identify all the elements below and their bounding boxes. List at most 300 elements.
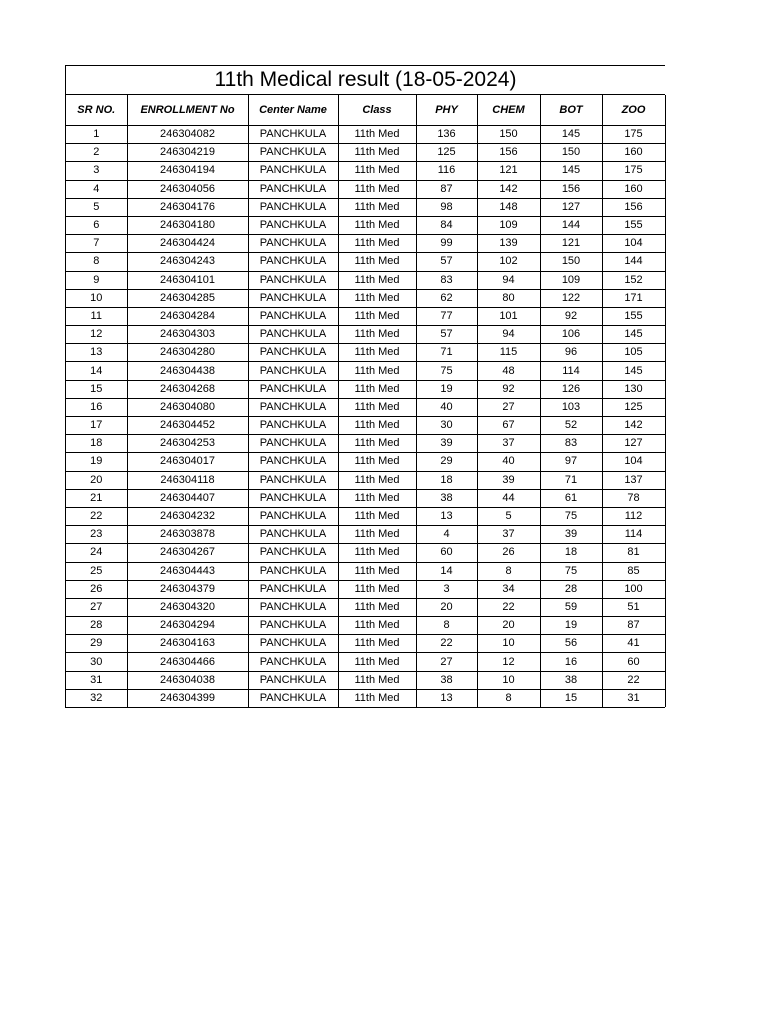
- bot-cell: 144: [540, 216, 602, 234]
- enrollment-no-cell: 246304267: [127, 544, 248, 562]
- header-center-name: Center Name: [248, 95, 338, 126]
- table-row: [66, 180, 665, 198]
- table-row: [66, 671, 665, 689]
- bot-cell: 150: [540, 144, 602, 162]
- center-name-cell: PANCHKULA: [248, 344, 338, 362]
- center-name-cell: PANCHKULA: [248, 253, 338, 271]
- center-name-cell: PANCHKULA: [248, 635, 338, 653]
- class-cell: 11th Med: [338, 544, 416, 562]
- chem-cell: 109: [477, 216, 540, 234]
- enrollment-no-cell: 246304082: [127, 126, 248, 144]
- enrollment-no-cell: 246304285: [127, 289, 248, 307]
- zoo-cell: 127: [602, 435, 665, 453]
- phy-cell: 30: [416, 417, 477, 435]
- phy-cell: 60: [416, 544, 477, 562]
- class-cell: 11th Med: [338, 198, 416, 216]
- class-cell: 11th Med: [338, 671, 416, 689]
- enrollment-no-cell: 246304017: [127, 453, 248, 471]
- phy-cell: 84: [416, 216, 477, 234]
- table-row: [66, 344, 665, 362]
- header-class: Class: [338, 95, 416, 126]
- table-row: [66, 617, 665, 635]
- sr-no-cell: 23: [66, 526, 127, 544]
- enrollment-no-cell: 246304284: [127, 307, 248, 325]
- phy-cell: 57: [416, 326, 477, 344]
- table-row: [66, 380, 665, 398]
- sr-no-cell: 6: [66, 216, 127, 234]
- sr-no-cell: 4: [66, 180, 127, 198]
- class-cell: 11th Med: [338, 435, 416, 453]
- zoo-cell: 155: [602, 216, 665, 234]
- bot-cell: 61: [540, 489, 602, 507]
- enrollment-no-cell: 246304320: [127, 598, 248, 616]
- center-name-cell: PANCHKULA: [248, 617, 338, 635]
- sr-no-cell: 14: [66, 362, 127, 380]
- class-cell: 11th Med: [338, 326, 416, 344]
- class-cell: 11th Med: [338, 635, 416, 653]
- enrollment-no-cell: 246304080: [127, 398, 248, 416]
- table-row: [66, 307, 665, 325]
- class-cell: 11th Med: [338, 526, 416, 544]
- bot-cell: 109: [540, 271, 602, 289]
- zoo-cell: 60: [602, 653, 665, 671]
- class-cell: 11th Med: [338, 344, 416, 362]
- table-row: [66, 471, 665, 489]
- chem-cell: 37: [477, 435, 540, 453]
- bot-cell: 156: [540, 180, 602, 198]
- enrollment-no-cell: 246303878: [127, 526, 248, 544]
- chem-cell: 102: [477, 253, 540, 271]
- center-name-cell: PANCHKULA: [248, 671, 338, 689]
- table-row: [66, 162, 665, 180]
- phy-cell: 99: [416, 235, 477, 253]
- zoo-cell: 171: [602, 289, 665, 307]
- enrollment-no-cell: 246304180: [127, 216, 248, 234]
- center-name-cell: PANCHKULA: [248, 144, 338, 162]
- class-cell: 11th Med: [338, 144, 416, 162]
- phy-cell: 27: [416, 653, 477, 671]
- center-name-cell: PANCHKULA: [248, 180, 338, 198]
- bot-cell: 39: [540, 526, 602, 544]
- bot-cell: 18: [540, 544, 602, 562]
- chem-cell: 8: [477, 689, 540, 707]
- phy-cell: 18: [416, 471, 477, 489]
- chem-cell: 34: [477, 580, 540, 598]
- class-cell: 11th Med: [338, 235, 416, 253]
- bot-cell: 75: [540, 562, 602, 580]
- center-name-cell: PANCHKULA: [248, 489, 338, 507]
- zoo-cell: 175: [602, 126, 665, 144]
- center-name-cell: PANCHKULA: [248, 689, 338, 707]
- table-row: [66, 562, 665, 580]
- class-cell: 11th Med: [338, 180, 416, 198]
- bot-cell: 92: [540, 307, 602, 325]
- phy-cell: 14: [416, 562, 477, 580]
- class-cell: 11th Med: [338, 471, 416, 489]
- zoo-cell: 104: [602, 453, 665, 471]
- table-row: [66, 507, 665, 525]
- phy-cell: 19: [416, 380, 477, 398]
- class-cell: 11th Med: [338, 489, 416, 507]
- phy-cell: 57: [416, 253, 477, 271]
- zoo-cell: 22: [602, 671, 665, 689]
- table-row: [66, 144, 665, 162]
- phy-cell: 87: [416, 180, 477, 198]
- sr-no-cell: 31: [66, 671, 127, 689]
- class-cell: 11th Med: [338, 453, 416, 471]
- sr-no-cell: 22: [66, 507, 127, 525]
- enrollment-no-cell: 246304443: [127, 562, 248, 580]
- bot-cell: 121: [540, 235, 602, 253]
- chem-cell: 20: [477, 617, 540, 635]
- zoo-cell: 156: [602, 198, 665, 216]
- bot-cell: 75: [540, 507, 602, 525]
- class-cell: 11th Med: [338, 162, 416, 180]
- sr-no-cell: 16: [66, 398, 127, 416]
- zoo-cell: 145: [602, 362, 665, 380]
- sr-no-cell: 25: [66, 562, 127, 580]
- sr-no-cell: 11: [66, 307, 127, 325]
- center-name-cell: PANCHKULA: [248, 471, 338, 489]
- center-name-cell: PANCHKULA: [248, 162, 338, 180]
- bot-cell: 28: [540, 580, 602, 598]
- class-cell: 11th Med: [338, 617, 416, 635]
- bot-cell: 150: [540, 253, 602, 271]
- enrollment-no-cell: 246304194: [127, 162, 248, 180]
- zoo-cell: 41: [602, 635, 665, 653]
- phy-cell: 116: [416, 162, 477, 180]
- table-row: [66, 398, 665, 416]
- chem-cell: 5: [477, 507, 540, 525]
- class-cell: 11th Med: [338, 598, 416, 616]
- sr-no-cell: 2: [66, 144, 127, 162]
- enrollment-no-cell: 246304038: [127, 671, 248, 689]
- bot-cell: 56: [540, 635, 602, 653]
- enrollment-no-cell: 246304232: [127, 507, 248, 525]
- sr-no-cell: 30: [66, 653, 127, 671]
- table-row: [66, 635, 665, 653]
- class-cell: 11th Med: [338, 689, 416, 707]
- enrollment-no-cell: 246304452: [127, 417, 248, 435]
- bot-cell: 122: [540, 289, 602, 307]
- zoo-cell: 144: [602, 253, 665, 271]
- result-table: [66, 95, 666, 707]
- chem-cell: 121: [477, 162, 540, 180]
- phy-cell: 3: [416, 580, 477, 598]
- bot-cell: 83: [540, 435, 602, 453]
- class-cell: 11th Med: [338, 216, 416, 234]
- center-name-cell: PANCHKULA: [248, 271, 338, 289]
- phy-cell: 62: [416, 289, 477, 307]
- chem-cell: 142: [477, 180, 540, 198]
- center-name-cell: PANCHKULA: [248, 562, 338, 580]
- phy-cell: 38: [416, 489, 477, 507]
- table-row: [66, 526, 665, 544]
- sr-no-cell: 13: [66, 344, 127, 362]
- phy-cell: 136: [416, 126, 477, 144]
- sr-no-cell: 26: [66, 580, 127, 598]
- bot-cell: 52: [540, 417, 602, 435]
- class-cell: 11th Med: [338, 126, 416, 144]
- zoo-cell: 142: [602, 417, 665, 435]
- class-cell: 11th Med: [338, 580, 416, 598]
- class-cell: 11th Med: [338, 653, 416, 671]
- zoo-cell: 130: [602, 380, 665, 398]
- chem-cell: 22: [477, 598, 540, 616]
- zoo-cell: 145: [602, 326, 665, 344]
- center-name-cell: PANCHKULA: [248, 507, 338, 525]
- center-name-cell: PANCHKULA: [248, 580, 338, 598]
- table-row: [66, 216, 665, 234]
- enrollment-no-cell: 246304280: [127, 344, 248, 362]
- zoo-cell: 155: [602, 307, 665, 325]
- center-name-cell: PANCHKULA: [248, 653, 338, 671]
- header-bot: BOT: [540, 95, 602, 126]
- bot-cell: 145: [540, 126, 602, 144]
- bot-cell: 97: [540, 453, 602, 471]
- bot-cell: 71: [540, 471, 602, 489]
- bot-cell: 106: [540, 326, 602, 344]
- table-row: [66, 653, 665, 671]
- chem-cell: 67: [477, 417, 540, 435]
- table-row: [66, 689, 665, 707]
- enrollment-no-cell: 246304466: [127, 653, 248, 671]
- bot-cell: 59: [540, 598, 602, 616]
- phy-cell: 4: [416, 526, 477, 544]
- chem-cell: 150: [477, 126, 540, 144]
- phy-cell: 75: [416, 362, 477, 380]
- chem-cell: 27: [477, 398, 540, 416]
- sr-no-cell: 5: [66, 198, 127, 216]
- zoo-cell: 160: [602, 144, 665, 162]
- center-name-cell: PANCHKULA: [248, 598, 338, 616]
- sr-no-cell: 24: [66, 544, 127, 562]
- sr-no-cell: 29: [66, 635, 127, 653]
- chem-cell: 12: [477, 653, 540, 671]
- bot-cell: 15: [540, 689, 602, 707]
- zoo-cell: 78: [602, 489, 665, 507]
- sr-no-cell: 27: [66, 598, 127, 616]
- enrollment-no-cell: 246304303: [127, 326, 248, 344]
- center-name-cell: PANCHKULA: [248, 362, 338, 380]
- class-cell: 11th Med: [338, 307, 416, 325]
- sr-no-cell: 28: [66, 617, 127, 635]
- result-sheet: [65, 65, 665, 708]
- zoo-cell: 114: [602, 526, 665, 544]
- phy-cell: 38: [416, 671, 477, 689]
- table-row: [66, 198, 665, 216]
- zoo-cell: 175: [602, 162, 665, 180]
- phy-cell: 98: [416, 198, 477, 216]
- zoo-cell: 105: [602, 344, 665, 362]
- header-sr-no: SR NO.: [66, 95, 127, 126]
- phy-cell: 22: [416, 635, 477, 653]
- center-name-cell: PANCHKULA: [248, 289, 338, 307]
- chem-cell: 94: [477, 271, 540, 289]
- enrollment-no-cell: 246304407: [127, 489, 248, 507]
- chem-cell: 37: [477, 526, 540, 544]
- table-row: [66, 362, 665, 380]
- center-name-cell: PANCHKULA: [248, 544, 338, 562]
- phy-cell: 71: [416, 344, 477, 362]
- chem-cell: 44: [477, 489, 540, 507]
- sr-no-cell: 12: [66, 326, 127, 344]
- enrollment-no-cell: 246304101: [127, 271, 248, 289]
- chem-cell: 148: [477, 198, 540, 216]
- phy-cell: 29: [416, 453, 477, 471]
- header-enrollment-no: ENROLLMENT No: [127, 95, 248, 126]
- header-zoo: ZOO: [602, 95, 665, 126]
- phy-cell: 77: [416, 307, 477, 325]
- center-name-cell: PANCHKULA: [248, 380, 338, 398]
- zoo-cell: 85: [602, 562, 665, 580]
- bot-cell: 16: [540, 653, 602, 671]
- enrollment-no-cell: 246304056: [127, 180, 248, 198]
- table-row: [66, 598, 665, 616]
- chem-cell: 156: [477, 144, 540, 162]
- sr-no-cell: 8: [66, 253, 127, 271]
- sr-no-cell: 7: [66, 235, 127, 253]
- phy-cell: 83: [416, 271, 477, 289]
- zoo-cell: 125: [602, 398, 665, 416]
- center-name-cell: PANCHKULA: [248, 126, 338, 144]
- chem-cell: 101: [477, 307, 540, 325]
- sr-no-cell: 18: [66, 435, 127, 453]
- zoo-cell: 104: [602, 235, 665, 253]
- zoo-cell: 100: [602, 580, 665, 598]
- class-cell: 11th Med: [338, 562, 416, 580]
- center-name-cell: PANCHKULA: [248, 216, 338, 234]
- chem-cell: 8: [477, 562, 540, 580]
- enrollment-no-cell: 246304294: [127, 617, 248, 635]
- chem-cell: 40: [477, 453, 540, 471]
- bot-cell: 38: [540, 671, 602, 689]
- class-cell: 11th Med: [338, 362, 416, 380]
- enrollment-no-cell: 246304176: [127, 198, 248, 216]
- table-row: [66, 271, 665, 289]
- header-phy: PHY: [416, 95, 477, 126]
- phy-cell: 20: [416, 598, 477, 616]
- bot-cell: 19: [540, 617, 602, 635]
- bot-cell: 126: [540, 380, 602, 398]
- zoo-cell: 160: [602, 180, 665, 198]
- center-name-cell: PANCHKULA: [248, 453, 338, 471]
- enrollment-no-cell: 246304438: [127, 362, 248, 380]
- sr-no-cell: 3: [66, 162, 127, 180]
- table-row: [66, 489, 665, 507]
- class-cell: 11th Med: [338, 398, 416, 416]
- center-name-cell: PANCHKULA: [248, 526, 338, 544]
- zoo-cell: 31: [602, 689, 665, 707]
- sr-no-cell: 15: [66, 380, 127, 398]
- bot-cell: 96: [540, 344, 602, 362]
- sr-no-cell: 32: [66, 689, 127, 707]
- chem-cell: 39: [477, 471, 540, 489]
- sr-no-cell: 21: [66, 489, 127, 507]
- enrollment-no-cell: 246304253: [127, 435, 248, 453]
- chem-cell: 80: [477, 289, 540, 307]
- table-row: [66, 544, 665, 562]
- zoo-cell: 112: [602, 507, 665, 525]
- center-name-cell: PANCHKULA: [248, 435, 338, 453]
- phy-cell: 8: [416, 617, 477, 635]
- class-cell: 11th Med: [338, 271, 416, 289]
- enrollment-no-cell: 246304399: [127, 689, 248, 707]
- center-name-cell: PANCHKULA: [248, 417, 338, 435]
- enrollment-no-cell: 246304243: [127, 253, 248, 271]
- header-row: [66, 95, 665, 126]
- zoo-cell: 137: [602, 471, 665, 489]
- phy-cell: 40: [416, 398, 477, 416]
- table-row: [66, 417, 665, 435]
- phy-cell: 125: [416, 144, 477, 162]
- class-cell: 11th Med: [338, 253, 416, 271]
- class-cell: 11th Med: [338, 289, 416, 307]
- sr-no-cell: 9: [66, 271, 127, 289]
- center-name-cell: PANCHKULA: [248, 198, 338, 216]
- result-body: [66, 126, 665, 708]
- table-row: [66, 253, 665, 271]
- bot-cell: 114: [540, 362, 602, 380]
- sr-no-cell: 19: [66, 453, 127, 471]
- bot-cell: 127: [540, 198, 602, 216]
- table-row: [66, 580, 665, 598]
- sr-no-cell: 17: [66, 417, 127, 435]
- class-cell: 11th Med: [338, 417, 416, 435]
- phy-cell: 13: [416, 507, 477, 525]
- class-cell: 11th Med: [338, 380, 416, 398]
- table-row: [66, 453, 665, 471]
- bot-cell: 103: [540, 398, 602, 416]
- class-cell: 11th Med: [338, 507, 416, 525]
- chem-cell: 94: [477, 326, 540, 344]
- zoo-cell: 152: [602, 271, 665, 289]
- enrollment-no-cell: 246304424: [127, 235, 248, 253]
- center-name-cell: PANCHKULA: [248, 235, 338, 253]
- bot-cell: 145: [540, 162, 602, 180]
- zoo-cell: 81: [602, 544, 665, 562]
- chem-cell: 92: [477, 380, 540, 398]
- chem-cell: 115: [477, 344, 540, 362]
- chem-cell: 48: [477, 362, 540, 380]
- sr-no-cell: 10: [66, 289, 127, 307]
- zoo-cell: 51: [602, 598, 665, 616]
- phy-cell: 13: [416, 689, 477, 707]
- table-row: [66, 435, 665, 453]
- table-row: [66, 235, 665, 253]
- zoo-cell: 87: [602, 617, 665, 635]
- enrollment-no-cell: 246304379: [127, 580, 248, 598]
- sheet-title: 11th Medical result (18-05-2024): [66, 66, 665, 95]
- chem-cell: 10: [477, 635, 540, 653]
- chem-cell: 26: [477, 544, 540, 562]
- phy-cell: 39: [416, 435, 477, 453]
- enrollment-no-cell: 246304118: [127, 471, 248, 489]
- sr-no-cell: 20: [66, 471, 127, 489]
- center-name-cell: PANCHKULA: [248, 326, 338, 344]
- center-name-cell: PANCHKULA: [248, 398, 338, 416]
- table-row: [66, 326, 665, 344]
- header-chem: CHEM: [477, 95, 540, 126]
- center-name-cell: PANCHKULA: [248, 307, 338, 325]
- chem-cell: 139: [477, 235, 540, 253]
- enrollment-no-cell: 246304268: [127, 380, 248, 398]
- table-row: [66, 126, 665, 144]
- enrollment-no-cell: 246304219: [127, 144, 248, 162]
- sr-no-cell: 1: [66, 126, 127, 144]
- table-row: [66, 289, 665, 307]
- chem-cell: 10: [477, 671, 540, 689]
